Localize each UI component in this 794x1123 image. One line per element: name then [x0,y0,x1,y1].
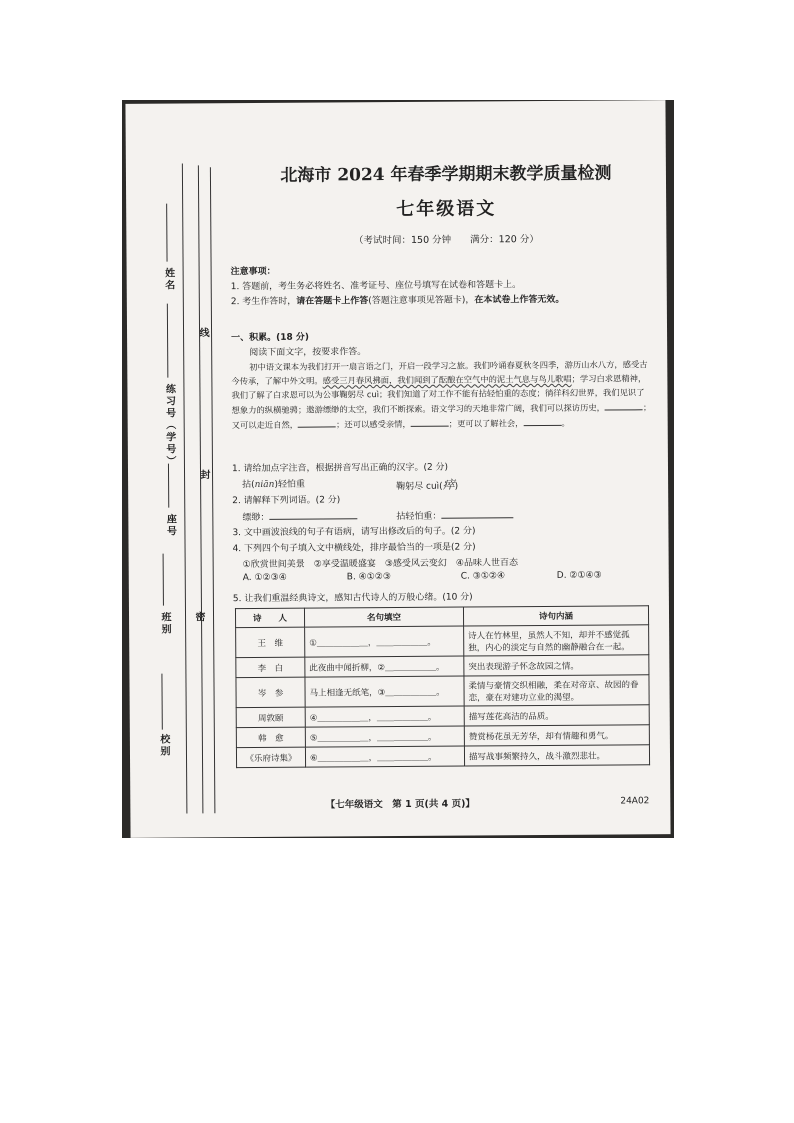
question-3: 3. 文中画波浪线的句子有语病，请写出修改后的句子。(2 分) [232,526,476,539]
passage-part-3: ；又可以走近自然， [231,402,652,431]
meaning-cell: 描写战事频繁持久，战斗激烈悲壮。 [464,745,649,766]
q4-option-a[interactable]: A. ①②③④ [242,572,287,584]
paper-code: 24A02 [620,796,650,807]
class-blank [163,554,164,606]
fill-cell[interactable]: ⑤＿＿＿＿＿＿，＿＿＿＿＿＿。 [305,726,464,747]
notice-item-2-c: (答题注意事项见答题卡)， [368,295,475,307]
fill-cell[interactable]: ⑥＿＿＿＿＿＿，＿＿＿＿＿＿。 [305,746,464,767]
fill-cell[interactable]: 马上相逢无纸笔，③＿＿＿＿＿＿。 [305,676,464,707]
notice-block [231,262,651,310]
q2b-label: 拈轻怕重： [396,511,442,523]
seat-no-blank [168,464,169,508]
q1b-answer[interactable]: 瘁 [442,477,455,492]
meaning-cell: 突出表现游子怀念故园之情。 [464,655,649,676]
meaning-cell: 赞赏杨花虽无芳华，却有情趣和勇气。 [464,725,649,746]
side-label-name: 姓名 [162,267,174,292]
side-label-class: 班别 [158,611,171,636]
binding-line-mid [198,165,204,813]
meaning-cell: 描写莲花高洁的品质。 [464,705,649,726]
notice-heading: 注意事项： [230,266,276,278]
practice-no-blank [167,304,169,378]
question-4: 4. 下列四个句子填入文中横线处，排序最恰当的一项是(2 分) [232,542,476,555]
question-1-a [242,477,305,490]
exam-paper [125,100,670,838]
binding-line-left [182,163,188,813]
q1b-label: 鞠躬尽 cuì( [396,481,443,493]
question-2-a [242,508,357,523]
exam-title: 北海市 2024 年春季学期期末教学质量检测 [280,163,612,186]
q4-option-d[interactable]: D. ②①④③ [556,570,602,581]
notice-item-2-a: 2. 考生作答时， [230,296,297,308]
passage-part-2: ；学习白求恩精神，我们了解了白求恩可以为公事鞠躬尽 cuì；我们知道了对工作不能有拈轻怕重的态度；徜徉科幻世界，我们见识了想象力的纵横驰骋；遨游缥缈的太空，我们不断探索。语文学习的天地非常广阔，我们可以探访历史， [231,373,647,416]
photo-frame [122,100,674,838]
fill-cell[interactable]: ④＿＿＿＿＿＿，＿＿＿＿＿＿。 [305,706,464,727]
poet-cell: 李 白 [236,657,305,677]
section-1-instruction: 阅读下面文字，按要求作答。 [249,346,367,358]
notice-item-2 [231,292,651,310]
exam-time-info: （考试时间：150 分钟 满分：120 分） [353,234,539,247]
passage-blank-3[interactable] [411,416,449,427]
section-1 [231,328,652,432]
passage-part-4: ；还可以感受亲情， [336,418,411,430]
question-2: 2. 请解释下列词语。(2 分) [232,495,341,507]
q1b-rest: ) [454,481,459,492]
question-1-b [396,476,458,493]
reading-passage [231,357,651,432]
question-2-b [396,507,513,522]
side-label-practice-no: 练习号（学号） [163,383,175,468]
question-5: 5. 让我们重温经典诗文，感知古代诗人的万般心绪。(10 分) [232,592,473,605]
side-label-secret: 密 [192,611,205,624]
q2a-blank[interactable] [269,508,357,520]
name-blank [166,204,167,262]
q4-option-c[interactable]: C. ③①②④ [460,571,506,582]
table-row [236,625,649,658]
passage-part-5: ；更可以了解社会， [448,418,524,429]
table-row [236,675,649,708]
meaning-cell: 诗人在竹林里，虽然人不知，却并不感觉孤独，内心的淡定与自然的幽静融合在一起。 [464,625,649,656]
notice-item-2-b: 请在答题卡上作答 [296,296,369,307]
page-footer: 【七年级语文 第 1 页(共 4 页)】 [325,798,475,811]
exam-subject: 七年级语文 [396,198,497,221]
school-blank [161,674,162,730]
q2b-blank[interactable] [441,507,513,519]
notice-item-1: 1. 答题前，考生务必将姓名、准考证号、座位号填写在试卷和答题卡上。 [230,280,522,293]
q1a-rest: )轻怕重 [274,479,306,490]
q1a-answer[interactable]: niān [254,479,275,491]
side-label-line: 线 [197,327,209,340]
q1a-label: 拈( [242,480,255,491]
header-meaning: 诗句内涵 [463,606,648,626]
header-fill: 名句填空 [304,607,463,627]
header-poet: 诗 人 [235,608,304,627]
passage-blank-4[interactable] [523,415,561,426]
fill-cell[interactable]: ①＿＿＿＿＿＿，＿＿＿＿＿＿。 [305,626,464,657]
table-row [236,745,649,768]
poet-cell: 岑 参 [236,677,305,707]
side-label-seal: 封 [197,469,210,482]
q2a-label: 缥缈： [242,512,270,524]
side-label-school: 校别 [157,733,170,758]
poet-cell: 王 维 [236,627,305,657]
poet-cell: 《乐府诗集》 [236,747,305,767]
passage-blank-2[interactable] [298,416,336,427]
q4-option-b[interactable]: B. ④①②③ [346,572,391,583]
meaning-cell: 柔情与豪情交织相融，柔在对帝京、故园的眷恋，豪在对建功立业的渴望。 [464,675,649,706]
passage-blank-1[interactable] [605,399,643,410]
fill-cell[interactable]: 此夜曲中闻折柳，②＿＿＿＿＿＿。 [305,656,464,677]
question-4-items: ①欣赏世间美景 ②享受温暖盛宴 ③感受风云变幻 ④品味人世百态 [242,558,518,571]
side-label-seat-no: 座号 [164,513,176,538]
passage-part-1: 初中语文课本为我们打开一扇言语之门，开启一段学习之旅。我们吟诵春夏秋冬四季，游历山水八方，感受古今传承，了解中外文明。 [231,359,648,387]
passage-wavy-sentence: 感受三月春风拂面，我们闻到了酝酿在空气中的泥土气息与鸟儿歌唱 [322,373,572,386]
poet-cell: 周敦颐 [236,707,305,727]
poet-cell: 韩 愈 [236,727,305,747]
binding-line-right [210,167,216,813]
section-1-heading: 一、积累。(18 分) [231,332,310,344]
passage-part-6: 。 [561,417,570,428]
notice-item-2-d: 在本试卷上作答无效。 [474,294,565,306]
poem-table [235,605,650,768]
question-1: 1. 请给加点字注音，根据拼音写出正确的汉字。(2 分) [231,462,449,475]
